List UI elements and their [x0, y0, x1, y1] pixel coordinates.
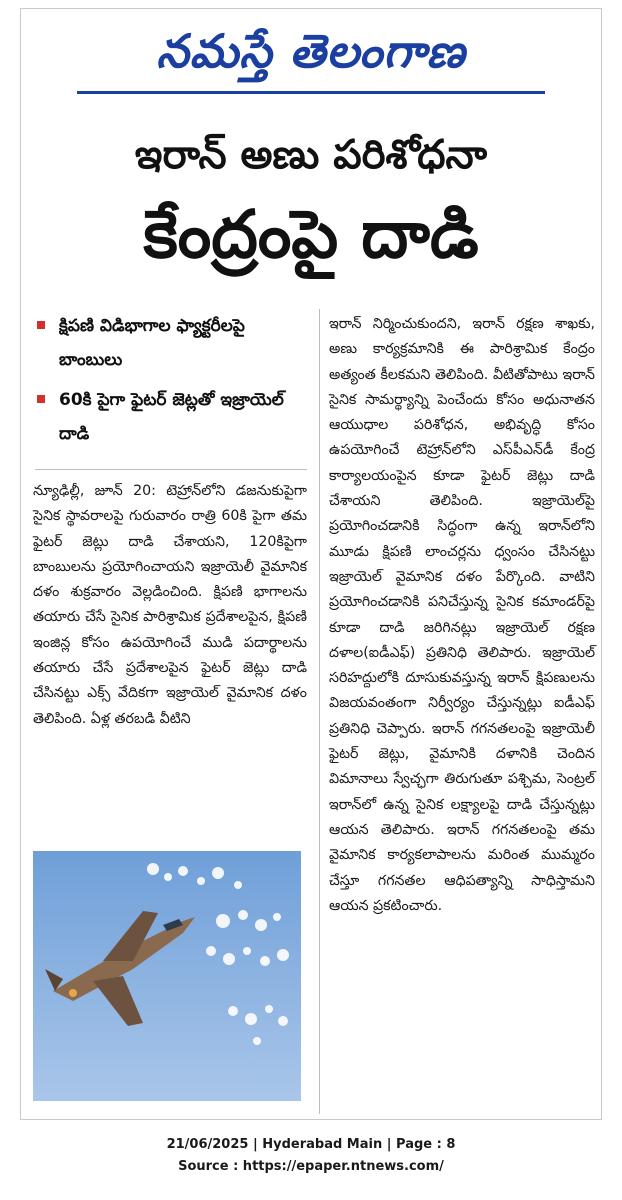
bullet-square-icon — [37, 321, 45, 329]
highlight-bullets — [31, 309, 311, 457]
sky-background — [33, 851, 301, 1101]
column-divider — [319, 309, 320, 1114]
newspaper-clipping — [20, 8, 602, 1120]
article-kicker: ఇరాన్ అణు పరిశోధనా — [134, 132, 488, 178]
fighter-jet-photo — [33, 851, 301, 1101]
fighter-jet-illustration — [33, 851, 301, 1101]
highlight-bullet — [31, 309, 311, 377]
masthead-logo: నమస్తే తెలంగాణ — [156, 24, 466, 78]
masthead-rule — [77, 91, 545, 94]
highlight-bullet — [31, 383, 311, 451]
bullet-text: క్షిపణి విడిభాగాల ఫ్యాక్టరీలపై బాంబులు — [59, 316, 245, 370]
article-headline: కేంద్రంపై దాడి — [143, 196, 479, 273]
source-link[interactable]: Source : https://epaper.ntnews.com/ — [178, 1159, 444, 1174]
page-footer — [0, 1134, 622, 1178]
bullet-separator — [35, 469, 307, 470]
bullet-square-icon — [37, 395, 45, 403]
edition-info: 21/06/2025 | Hyderabad Main | Page : 8 — [166, 1137, 456, 1152]
bullet-text: 60కి పైగా ఫైటర్ జెట్లతో ఇజ్రాయెల్ దాడి — [59, 390, 284, 444]
article-body-left-column: న్యూఢిల్లీ, జూన్ 20: టెహ్రాన్‌లోని డజనుకుపైగా సైనిక స్థావరాలపై గురువారం రాత్రి 60కి పైగా తమ ఫైటర్ జెట్లు దాడి చేశాయని, 120కిపైగా బాంబులను ప్రయోగించాయని ఇజ్రాయెలీ వైమానిక దళం శుక్రవారం వెల్లడించింది. క్షిపణి భాగాలను తయారు చేసే సైనిక పారిశ్రామిక ప్రదేశాలపైన, క్షిపణి ఇంజిన్ల కోసం ఉపయోగించే ముడి పదార్థాలను తయారు చేసే ప్రదేశాలపైన ఫైటర్ జెట్లు దాడి చేసినట్టు ఎక్స్ వేదికగా ఇజ్రాయెల్ వైమానిక దళం తెలిపింది. ఏళ్ల తరబడి వీటిని — [33, 483, 307, 727]
article-body-right-column: ఇరాన్ నిర్మించుకుందని, ఇరాన్ రక్షణ శాఖకు, అణు కార్యక్రమానికి ఈ పారిశ్రామిక కేంద్రం అత్యంత కీలకమని తెలిపింది. వీటితోపాటు ఇరాన్ సైనిక సామర్థ్యాన్ని పెంచేందు కోసం అధునాతన ఆయుధాల పరిశోధన, అభివృద్ధి కోసం ఉపయోగించే టెహ్రాన్‌లోని ఎస్‌పీఎన్‌డీ కేంద్ర కార్యాలయంపైన కూడా ఫైటర్ జెట్లు దాడి చేశాయని తెలిపింది. ఇజ్రాయెల్‌పై ప్రయోగించడానికి సిద్ధంగా ఉన్న ఇరాన్‌లోని మూడు క్షిపణి లాంచర్లను ధ్వంసం చేసినట్టు ఇజ్రాయెల్ వైమానిక దళం పేర్కొంది. వాటిని ప్రయోగించడానికి పనిచేస్తున్న సైనిక కమాండర్‌పై కూడా దాడి జరిగినట్లు ఇజ్రాయెల్ రక్షణ దళాల(ఐడీఎఫ్) ప్రతినిధి తెలిపారు. ఇజ్రాయెల్ సరిహద్దులోకి దూసుకువస్తున్న ఇరాన్ క్షిపణులను విజయవంతంగా నిర్వీర్యం చేస్తున్నట్లు ఐడీఎఫ్ ప్రతినిధి చెప్పారు. ఇరాన్ గగనతలంపై ఇజ్రాయెలీ ఫైటర్ జెట్లు, వైమానికి దళానికి చెందిన విమానాలు స్వేచ్ఛగా తిరుగుతూ పశ్చిమ, సెంట్రల్ ఇరాన్‌లో ఉన్న సైనిక లక్ష్యాలపై దాడి చేస్తున్నట్లు ఆయన తెలిపారు. ఇరాన్ గగనతలంపై తమ వైమానిక కార్యకలాపాలను మరింత ముమ్మరం చేస్తూ గగనతల ఆధిపత్యాన్ని సాధిస్తామని ఆయన ప్రకటించారు. — [329, 316, 595, 914]
